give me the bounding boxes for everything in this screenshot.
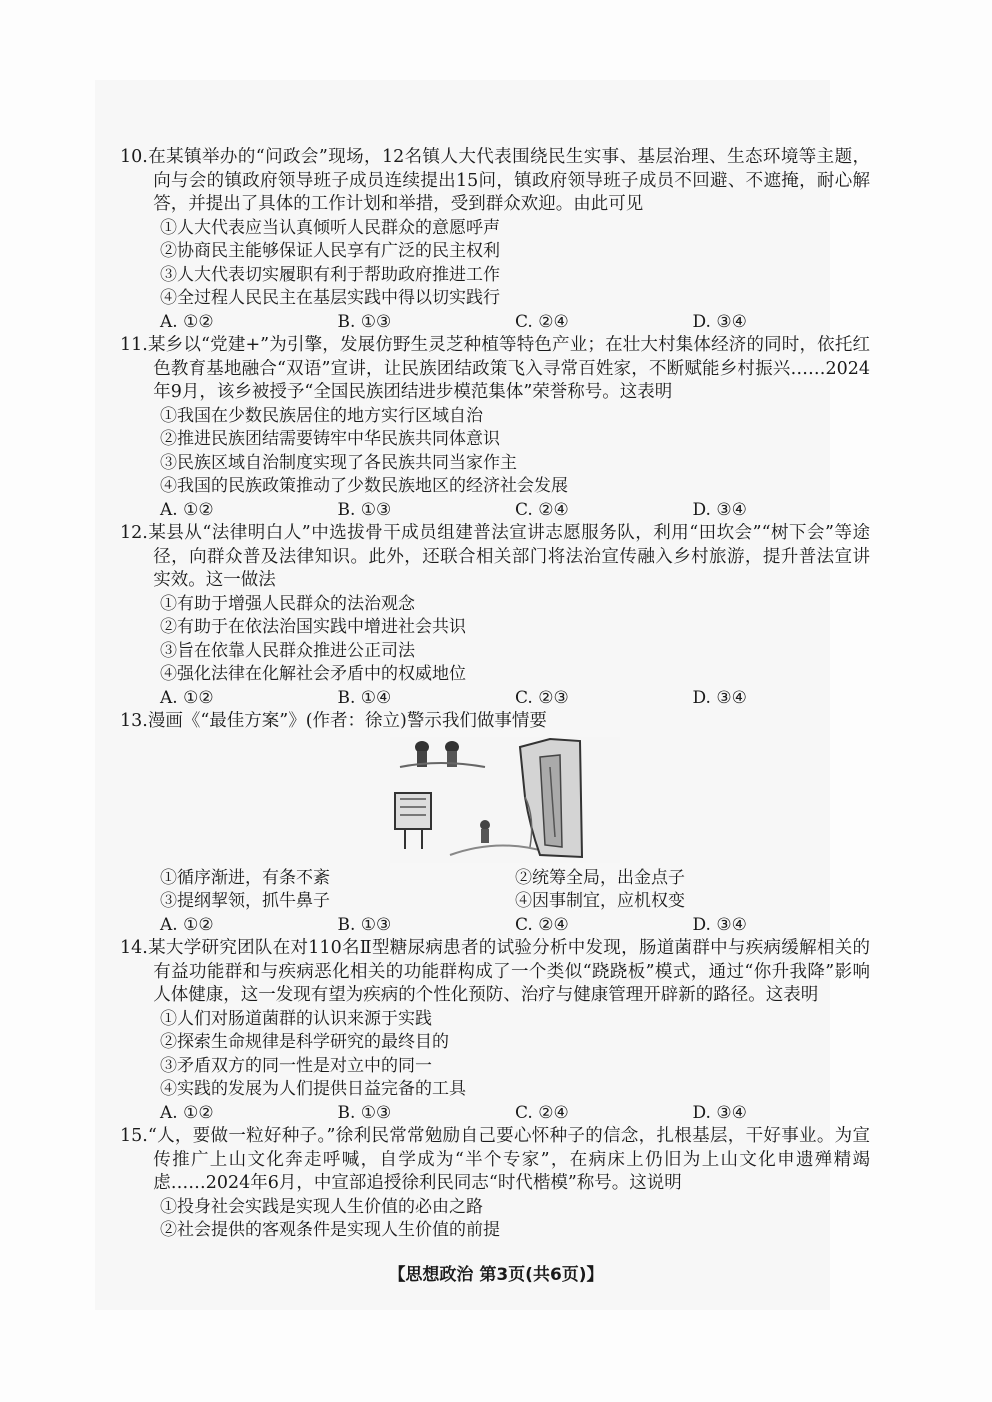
choice-a: A. ①② <box>160 914 214 935</box>
choice-b: B. ①③ <box>337 1102 392 1123</box>
question-stem: 13.漫画《“最佳方案”》(作者：徐立)警示我们做事情要 <box>120 711 547 731</box>
choice-d: D. ③④ <box>692 687 747 708</box>
question-14 <box>120 937 870 1125</box>
question-11 <box>120 334 870 522</box>
option: ④全过程人民民主在基层实践中得以切实践行 <box>160 288 500 308</box>
choice-a: A. ①② <box>160 499 214 520</box>
page-content <box>120 146 870 1243</box>
choice-c: C. ②④ <box>515 311 569 332</box>
choice-b: B. ①④ <box>337 687 392 708</box>
question-stem: 10.在某镇举办的“问政会”现场，12名镇人大代表围绕民生实事、基层治理、生态环境等主题，向与会的镇政府领导班子成员连续提出15问，镇政府领导班子成员不回避、不遮掩，耐心解答，并提出了具体的工作计划和举措，受到群众欢迎。由此可见 <box>120 147 870 214</box>
question-13 <box>120 710 870 937</box>
option: ③提纲挈领，抓牛鼻子 <box>160 891 330 911</box>
question-15 <box>120 1125 870 1243</box>
choice-b: B. ①③ <box>337 499 392 520</box>
choice-a: A. ①② <box>160 311 214 332</box>
option: ④我国的民族政策推动了少数民族地区的经济社会发展 <box>160 476 568 496</box>
question-stem: 11.某乡以“党建+”为引擎，发展仿野生灵芝种植等特色产业；在壮大村集体经济的同时，依托红色教育基地融合“双语”宣讲，让民族团结政策飞入寻常百姓家，不断赋能乡村振兴……2024年9月，该乡被授予“全国民族团结进步模范集体”荣誉称号。这表明 <box>120 335 870 402</box>
choice-c: C. ②③ <box>515 687 569 708</box>
answer-choices <box>160 499 870 523</box>
option: ①循序渐进，有条不紊 <box>160 867 330 888</box>
answer-choices <box>160 1102 870 1126</box>
question-stem: 14.某大学研究团队在对110名Ⅱ型糖尿病患者的试验分析中发现，肠道菌群中与疾病缓解相关的有益功能群和与疾病恶化相关的功能群构成了一个类似“跷跷板”模式，通过“你升我降”影响人体健康，这一发现有望为疾病的个性化预防、治疗与健康管理开辟新的路径。这表明 <box>120 938 870 1005</box>
option: ③民族区域自治制度实现了各民族共同当家作主 <box>160 452 517 473</box>
option: ①有助于增强人民群众的法治观念 <box>160 593 415 614</box>
choice-b: B. ①③ <box>337 914 392 935</box>
option: ①人们对肠道菌群的认识来源于实践 <box>160 1008 432 1029</box>
choice-c: C. ②④ <box>515 1102 569 1123</box>
choice-a: A. ①② <box>160 1102 214 1123</box>
question-12 <box>120 522 870 710</box>
choice-d: D. ③④ <box>692 499 747 520</box>
choice-a: A. ①② <box>160 687 214 708</box>
option: ②协商民主能够保证人民享有广泛的民主权利 <box>160 241 500 261</box>
choice-d: D. ③④ <box>692 1102 747 1123</box>
choice-d: D. ③④ <box>692 311 747 332</box>
choice-d: D. ③④ <box>692 914 747 935</box>
choice-c: C. ②④ <box>515 914 569 935</box>
page-footer: 【思想政治 第3页(共6页)】 <box>388 1265 604 1285</box>
option-row <box>160 867 870 891</box>
choice-c: C. ②④ <box>515 499 569 520</box>
question-stem: 15.“人，要做一粒好种子。”徐利民常常勉励自己要心怀种子的信念，扎根基层，干好事业。为宣传推广上山文化奔走呼喊，自学成为“半个专家”，在病床上仍旧为上山文化申遗殚精竭虑……2024年6月，中宣部追授徐利民同志“时代楷模”称号。这说明 <box>120 1126 870 1193</box>
option: ③人大代表切实履职有利于帮助政府推进工作 <box>160 264 500 285</box>
option: ③旨在依靠人民群众推进公正司法 <box>160 640 415 661</box>
question-stem: 12.某县从“法律明白人”中选拔骨干成员组建普法宣讲志愿服务队，利用“田坎会”“树下会”等途径，向群众普及法律知识。此外，还联合相关部门将法治宣传融入乡村旅游，提升普法宣讲实效。这一做法 <box>120 523 870 590</box>
answer-choices <box>160 311 870 335</box>
choice-b: B. ①③ <box>337 311 392 332</box>
option: ④实践的发展为人们提供日益完备的工具 <box>160 1079 466 1099</box>
option: ②统筹全局，出金点子 <box>515 867 685 888</box>
answer-choices <box>160 687 870 711</box>
option: ①人大代表应当认真倾听人民群众的意愿呼声 <box>160 217 500 238</box>
option: ②探索生命规律是科学研究的最终目的 <box>160 1032 449 1052</box>
option: ④强化法律在化解社会矛盾中的权威地位 <box>160 664 466 684</box>
option: ②社会提供的客观条件是实现人生价值的前提 <box>160 1220 500 1240</box>
option: ②有助于在依法治国实践中增进社会共识 <box>160 617 466 637</box>
cartoon-image <box>390 737 620 863</box>
option: ①投身社会实践是实现人生价值的必由之路 <box>160 1196 483 1217</box>
option: ④因事制宜，应机权变 <box>515 891 685 911</box>
cartoon-illustration <box>390 737 620 863</box>
answer-choices <box>160 914 870 938</box>
option-row <box>160 890 870 914</box>
option: ②推进民族团结需要铸牢中华民族共同体意识 <box>160 429 500 449</box>
option: ③矛盾双方的同一性是对立中的同一 <box>160 1055 432 1076</box>
question-10 <box>120 146 870 334</box>
option: ①我国在少数民族居住的地方实行区域自治 <box>160 405 483 426</box>
